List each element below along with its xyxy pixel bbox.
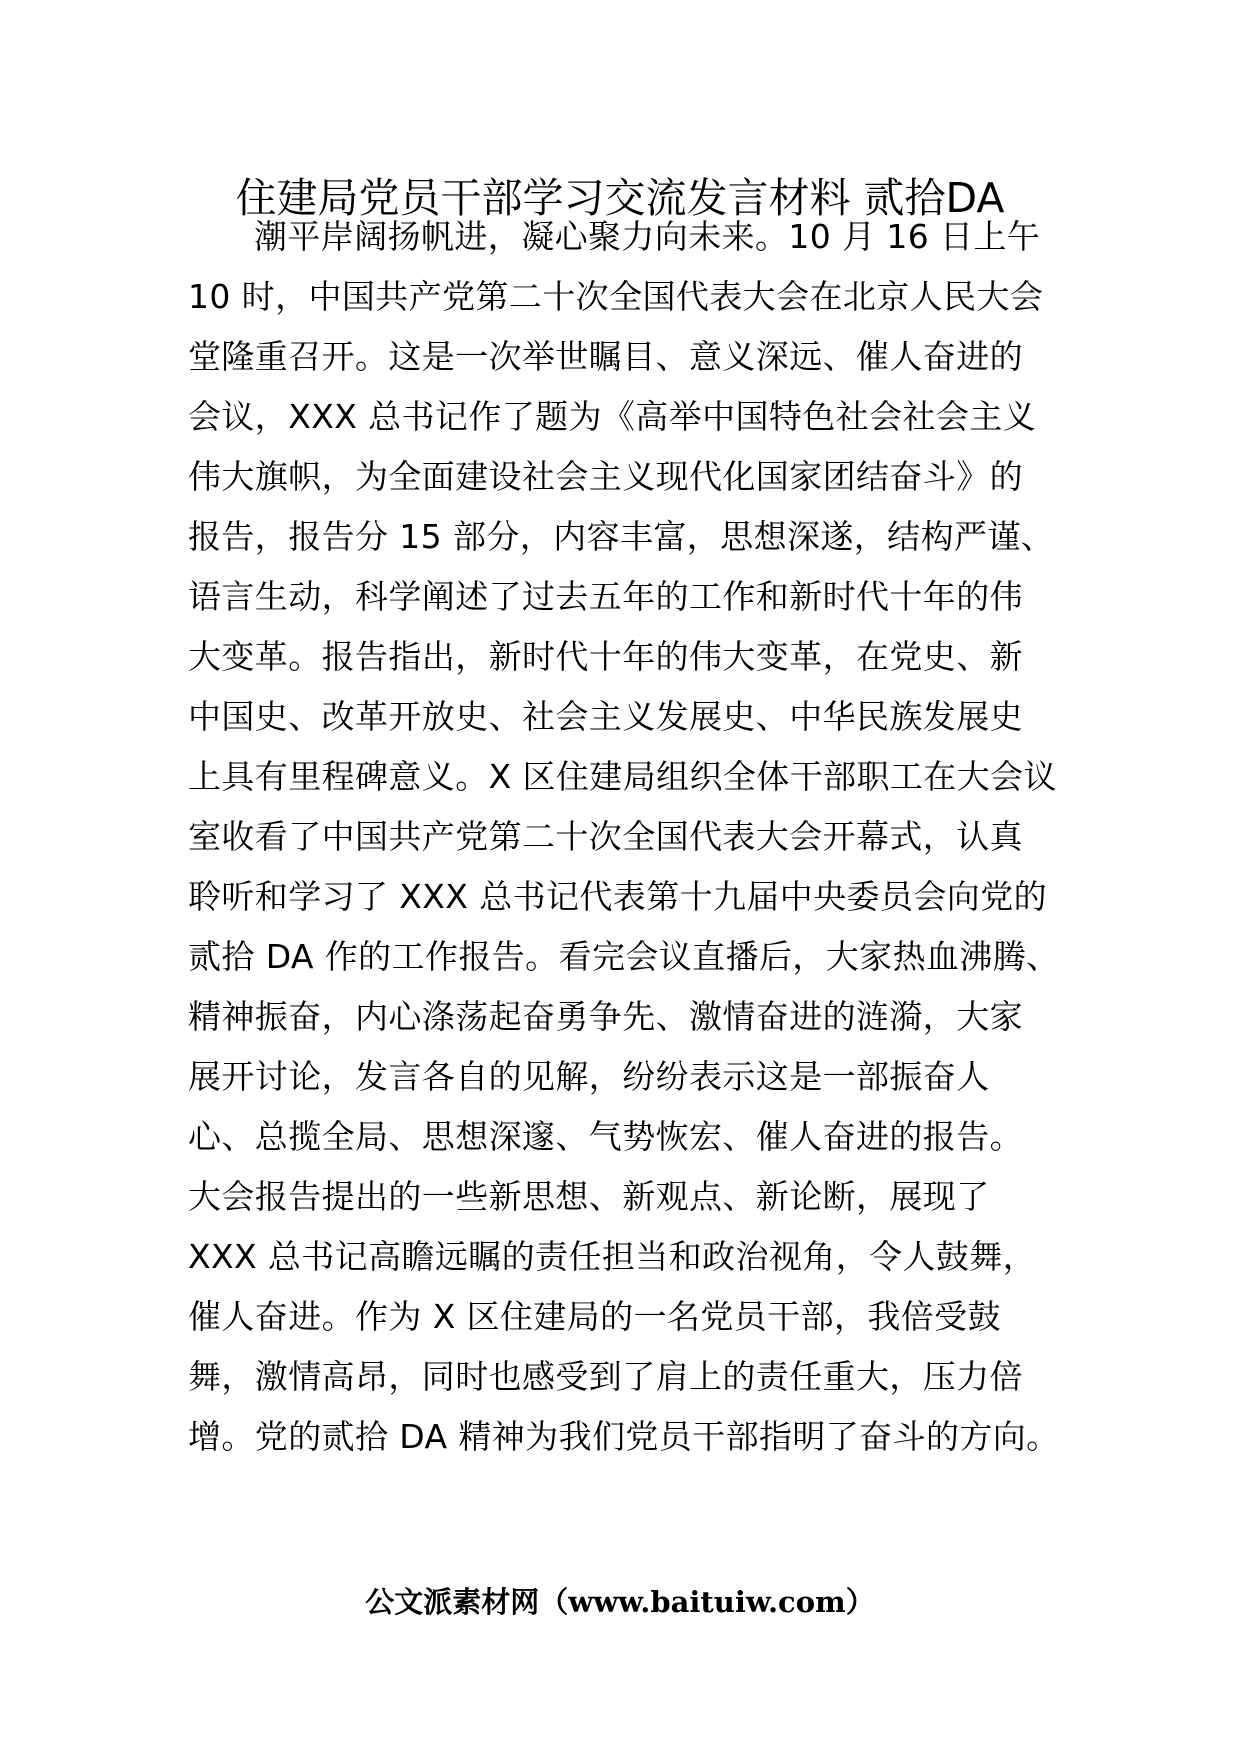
footer-watermark: 公文派素材网（www.baituiw.com）: [365, 1585, 875, 1619]
document-title: 住建局党员干部学习交流发言材料 贰拾DA: [235, 174, 1005, 222]
body-line-21: 增。党的贰拾 DA 精神为我们党员干部指明了奋斗的方向。: [188, 1417, 1060, 1456]
body-line-6: 报告，报告分 15 部分，内容丰富，思想深遂，结构严谨、: [188, 517, 1055, 556]
body-line-5: 伟大旗帜，为全面建设社会主义现代化国家团结奋斗》的: [188, 457, 1023, 496]
body-line-7: 语言生动，科学阐述了过去五年的工作和新时代十年的伟: [188, 577, 1023, 616]
body-line-3: 堂隆重召开。这是一次举世瞩目、意义深远、催人奋进的: [188, 337, 1023, 376]
body-line-18: XXX 总书记高瞻远瞩的责任担当和政治视角，令人鼓舞，: [188, 1237, 1037, 1276]
body-line-9: 中国史、改革开放史、社会主义发展史、中华民族发展史: [188, 697, 1023, 736]
body-line-4: 会议，XXX 总书记作了题为《高举中国特色社会社会主义: [188, 397, 1037, 436]
body-line-11: 室收看了中国共产党第二十次全国代表大会开幕式，认真: [188, 817, 1023, 856]
body-line-2: 10 时，中国共产党第二十次全国代表大会在北京人民大会: [188, 277, 1044, 316]
body-line-12: 聆听和学习了 XXX 总书记代表第十九届中央委员会向党的: [188, 877, 1048, 916]
body-line-19: 催人奋进。作为 X 区住建局的一名党员干部，我倍受鼓: [188, 1297, 1001, 1336]
body-line-8: 大变革。报告指出，新时代十年的伟大变革，在党史、新: [188, 637, 1023, 676]
body-line-20: 舞，激情高昂，同时也感受到了肩上的责任重大，压力倍: [188, 1357, 1023, 1396]
body-line-1: 潮平岸阔扬帆进，凝心聚力向未来。10 月 16 日上午: [254, 217, 1041, 256]
body-line-13: 贰拾 DA 作的工作报告。看完会议直播后，大家热血沸腾、: [188, 937, 1060, 976]
body-line-17: 大会报告提出的一些新思想、新观点、新论断，展现了: [188, 1177, 990, 1216]
body-line-15: 展开讨论，发言各自的见解，纷纷表示这是一部振奋人: [188, 1057, 990, 1096]
body-line-14: 精神振奋，内心涤荡起奋勇争先、激情奋进的涟漪，大家: [188, 997, 1023, 1036]
body-line-16: 心、总揽全局、思想深邃、气势恢宏、催人奋进的报告。: [188, 1117, 1023, 1156]
body-line-10: 上具有里程碑意义。X 区住建局组织全体干部职工在大会议: [188, 757, 1057, 796]
